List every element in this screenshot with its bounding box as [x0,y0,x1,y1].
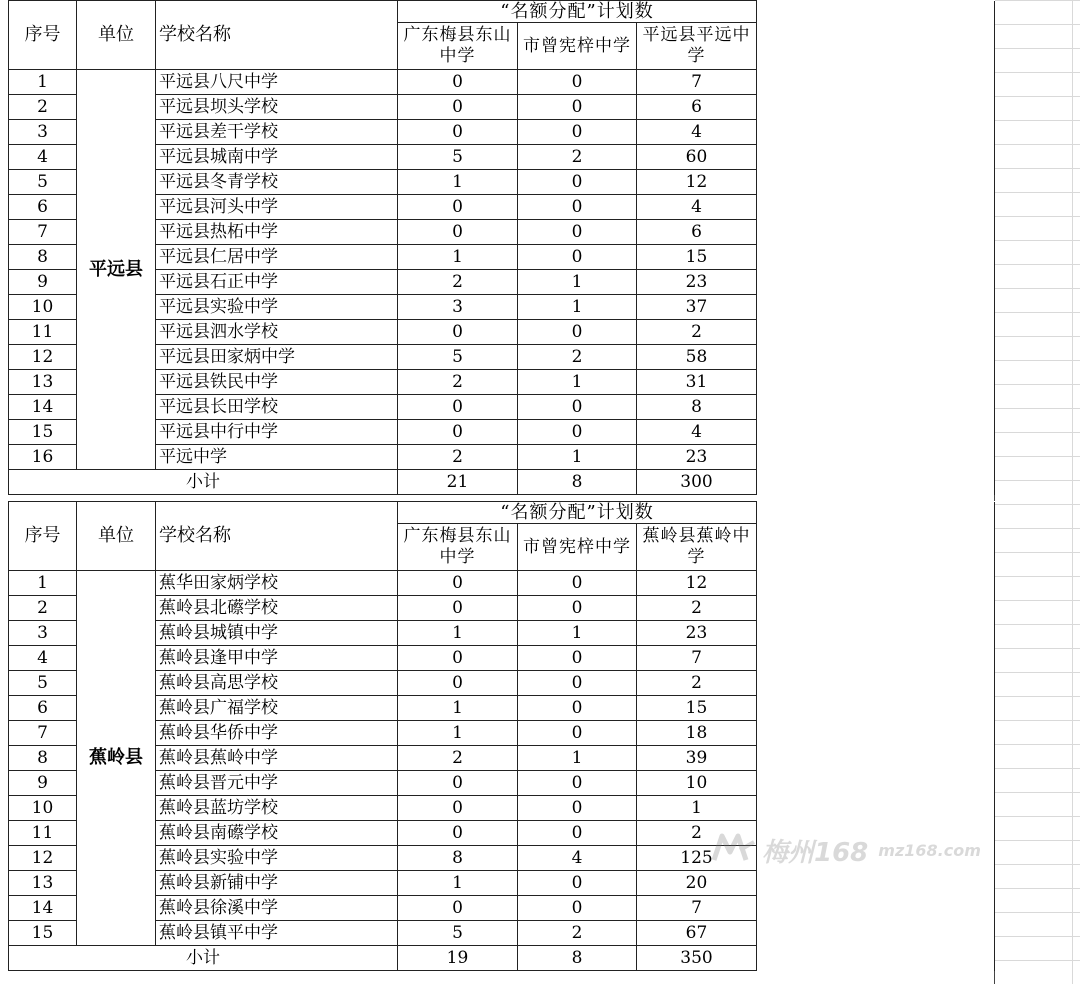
row-county-school: 37 [637,295,757,320]
row-dongshan: 0 [398,395,518,420]
gridline [994,312,1080,313]
row-school: 平远县热柘中学 [156,220,398,245]
row-dongshan: 1 [398,170,518,195]
gridline [994,336,1080,337]
row-school: 平远县差干学校 [156,120,398,145]
row-zengxianzi: 0 [518,245,637,270]
gridline [994,384,1080,385]
gridline [994,288,1080,289]
gridline [994,480,1080,481]
gridline [994,864,1080,865]
row-school: 平远县实验中学 [156,295,398,320]
row-zengxianzi: 2 [518,921,637,946]
row-seq: 14 [9,896,77,921]
row-zengxianzi: 0 [518,571,637,596]
row-seq: 2 [9,596,77,621]
row-zengxianzi: 0 [518,871,637,896]
row-zengxianzi: 0 [518,771,637,796]
row-seq: 11 [9,821,77,846]
row-dongshan: 0 [398,896,518,921]
row-seq: 9 [9,270,77,295]
subtotal-zengxianzi: 8 [518,946,637,971]
gridline [994,0,1080,1]
row-zengxianzi: 1 [518,295,637,320]
row-seq: 12 [9,846,77,871]
row-county-school: 4 [637,120,757,145]
header-zengxianzi: 市曾宪梓中学 [518,23,637,70]
row-county-school: 7 [637,896,757,921]
row-zengxianzi: 0 [518,95,637,120]
row-dongshan: 2 [398,445,518,470]
row-dongshan: 0 [398,320,518,345]
row-school: 蕉岭县北礤学校 [156,596,398,621]
gridline [994,192,1080,193]
row-seq: 1 [9,571,77,596]
header-county-school: 平远县平远中学 [637,23,757,70]
row-dongshan: 5 [398,921,518,946]
row-county-school: 1 [637,796,757,821]
row-county-school: 20 [637,871,757,896]
blank-column [757,1,995,495]
gridline [994,720,1080,721]
gridline [994,816,1080,817]
gridline [994,264,1080,265]
unit-name: 平远县 [77,70,156,470]
gridline [994,624,1080,625]
row-seq: 13 [9,370,77,395]
header-seq: 序号 [9,502,77,571]
row-seq: 3 [9,621,77,646]
row-dongshan: 0 [398,796,518,821]
row-seq: 10 [9,295,77,320]
row-county-school: 10 [637,771,757,796]
gridline [994,576,1080,577]
gridline [1072,0,1073,984]
row-seq: 4 [9,145,77,170]
row-dongshan: 0 [398,95,518,120]
gridline [994,792,1080,793]
row-dongshan: 2 [398,370,518,395]
blank-column [757,502,995,971]
row-dongshan: 0 [398,120,518,145]
row-school: 平远县城南中学 [156,145,398,170]
row-seq: 3 [9,120,77,145]
subtotal-label: 小计 [9,946,398,971]
gridline [994,744,1080,745]
row-zengxianzi: 0 [518,220,637,245]
header-dongshan: 广东梅县东山中学 [398,23,518,70]
row-dongshan: 1 [398,696,518,721]
row-county-school: 4 [637,420,757,445]
row-seq: 10 [9,796,77,821]
gridline [994,552,1080,553]
header-quota-plan: “名额分配”计划数 [398,502,757,524]
row-school: 蕉岭县蓝坊学校 [156,796,398,821]
row-dongshan: 0 [398,671,518,696]
gridline [994,168,1080,169]
row-dongshan: 0 [398,420,518,445]
row-county-school: 2 [637,671,757,696]
row-dongshan: 1 [398,621,518,646]
gridline [994,360,1080,361]
row-county-school: 23 [637,270,757,295]
row-county-school: 6 [637,220,757,245]
gridline [994,768,1080,769]
header-school-name: 学校名称 [156,1,398,70]
row-dongshan: 8 [398,846,518,871]
row-school: 平远县石正中学 [156,270,398,295]
row-school: 平远县中行中学 [156,420,398,445]
row-county-school: 58 [637,345,757,370]
row-school: 蕉岭县蕉岭中学 [156,746,398,771]
row-zengxianzi: 1 [518,621,637,646]
gridline [994,912,1080,913]
row-zengxianzi: 0 [518,70,637,95]
row-seq: 11 [9,320,77,345]
gridline [994,456,1080,457]
row-county-school: 4 [637,195,757,220]
row-zengxianzi: 1 [518,746,637,771]
row-county-school: 7 [637,70,757,95]
row-seq: 16 [9,445,77,470]
row-school: 平远县泗水学校 [156,320,398,345]
header-unit: 单位 [77,1,156,70]
row-zengxianzi: 0 [518,646,637,671]
row-county-school: 2 [637,821,757,846]
row-dongshan: 0 [398,571,518,596]
row-dongshan: 0 [398,646,518,671]
row-county-school: 2 [637,596,757,621]
subtotal-zengxianzi: 8 [518,470,637,495]
row-school: 平远县长田学校 [156,395,398,420]
header-quota-plan: “名额分配”计划数 [398,1,757,23]
row-county-school: 12 [637,571,757,596]
row-dongshan: 5 [398,145,518,170]
row-county-school: 15 [637,245,757,270]
gridline [994,888,1080,889]
row-school: 蕉岭县镇平中学 [156,921,398,946]
row-zengxianzi: 1 [518,445,637,470]
header-seq: 序号 [9,1,77,70]
gridline [994,48,1080,49]
row-seq: 9 [9,771,77,796]
gridline [994,528,1080,529]
row-seq: 7 [9,721,77,746]
row-seq: 5 [9,671,77,696]
gridline [994,96,1080,97]
row-county-school: 125 [637,846,757,871]
subtotal-county-school: 300 [637,470,757,495]
header-county-school: 蕉岭县蕉岭中学 [637,524,757,571]
row-dongshan: 2 [398,270,518,295]
row-school: 蕉岭县晋元中学 [156,771,398,796]
row-zengxianzi: 0 [518,120,637,145]
row-school: 平远县仁居中学 [156,245,398,270]
row-county-school: 18 [637,721,757,746]
row-seq: 13 [9,871,77,896]
row-zengxianzi: 0 [518,395,637,420]
row-county-school: 6 [637,95,757,120]
gridline [994,840,1080,841]
allocation-table-jiaoling [8,501,995,971]
row-zengxianzi: 0 [518,696,637,721]
row-school: 蕉岭县广福学校 [156,696,398,721]
row-county-school: 67 [637,921,757,946]
row-zengxianzi: 0 [518,796,637,821]
subtotal-county-school: 350 [637,946,757,971]
row-seq: 14 [9,395,77,420]
row-zengxianzi: 0 [518,896,637,921]
row-school: 平远中学 [156,445,398,470]
row-school: 平远县河头中学 [156,195,398,220]
header-dongshan: 广东梅县东山中学 [398,524,518,571]
row-zengxianzi: 0 [518,320,637,345]
gridline [994,504,1080,505]
row-seq: 5 [9,170,77,195]
row-school: 蕉岭县城镇中学 [156,621,398,646]
row-seq: 7 [9,220,77,245]
header-school-name: 学校名称 [156,502,398,571]
row-county-school: 2 [637,320,757,345]
row-dongshan: 0 [398,70,518,95]
row-school: 蕉岭县华侨中学 [156,721,398,746]
row-dongshan: 3 [398,295,518,320]
row-seq: 2 [9,95,77,120]
row-dongshan: 0 [398,821,518,846]
row-zengxianzi: 0 [518,671,637,696]
row-dongshan: 0 [398,220,518,245]
row-dongshan: 1 [398,245,518,270]
row-zengxianzi: 4 [518,846,637,871]
row-seq: 15 [9,420,77,445]
subtotal-dongshan: 19 [398,946,518,971]
row-school: 平远县铁民中学 [156,370,398,395]
watermark-site-name: 梅州168 [762,837,869,868]
row-school: 蕉岭县南礤学校 [156,821,398,846]
row-zengxianzi: 2 [518,345,637,370]
gridline [994,672,1080,673]
row-zengxianzi: 2 [518,145,637,170]
row-county-school: 15 [637,696,757,721]
row-county-school: 39 [637,746,757,771]
row-zengxianzi: 1 [518,370,637,395]
row-school: 蕉岭县逢甲中学 [156,646,398,671]
gridline [994,72,1080,73]
row-dongshan: 1 [398,721,518,746]
row-zengxianzi: 1 [518,270,637,295]
row-dongshan: 0 [398,596,518,621]
gridline [994,120,1080,121]
row-seq: 12 [9,345,77,370]
row-dongshan: 0 [398,771,518,796]
row-seq: 6 [9,696,77,721]
header-zengxianzi: 市曾宪梓中学 [518,524,637,571]
gridline [994,216,1080,217]
gridline [994,408,1080,409]
row-county-school: 23 [637,621,757,646]
subtotal-dongshan: 21 [398,470,518,495]
row-county-school: 7 [637,646,757,671]
gridline [994,696,1080,697]
row-seq: 6 [9,195,77,220]
row-seq: 8 [9,245,77,270]
row-zengxianzi: 0 [518,821,637,846]
row-seq: 1 [9,70,77,95]
gridline [994,936,1080,937]
row-zengxianzi: 0 [518,596,637,621]
row-seq: 8 [9,746,77,771]
row-seq: 15 [9,921,77,946]
row-dongshan: 1 [398,871,518,896]
watermark-domain: mz168.com [878,840,981,860]
unit-name: 蕉岭县 [77,571,156,946]
row-seq: 4 [9,646,77,671]
gridline [994,432,1080,433]
row-school: 蕉岭县新铺中学 [156,871,398,896]
gridline [994,240,1080,241]
subtotal-label: 小计 [9,470,398,495]
row-dongshan: 0 [398,195,518,220]
row-school: 平远县八尺中学 [156,70,398,95]
row-county-school: 31 [637,370,757,395]
gridline [994,648,1080,649]
gridline [994,960,1080,961]
gridline [994,600,1080,601]
row-zengxianzi: 0 [518,170,637,195]
row-zengxianzi: 0 [518,721,637,746]
row-school: 蕉岭县徐溪中学 [156,896,398,921]
allocation-table-pingyuan [8,0,995,495]
row-county-school: 23 [637,445,757,470]
row-dongshan: 5 [398,345,518,370]
row-school: 蕉岭县高思学校 [156,671,398,696]
row-school: 平远县冬青学校 [156,170,398,195]
row-county-school: 8 [637,395,757,420]
gridline [994,144,1080,145]
row-school: 蕉岭县实验中学 [156,846,398,871]
row-school: 平远县田家炳中学 [156,345,398,370]
row-county-school: 12 [637,170,757,195]
row-school: 平远县坝头学校 [156,95,398,120]
row-county-school: 60 [637,145,757,170]
row-dongshan: 2 [398,746,518,771]
row-zengxianzi: 0 [518,195,637,220]
gridline [994,24,1080,25]
row-zengxianzi: 0 [518,420,637,445]
row-school: 蕉华田家炳学校 [156,571,398,596]
header-unit: 单位 [77,502,156,571]
